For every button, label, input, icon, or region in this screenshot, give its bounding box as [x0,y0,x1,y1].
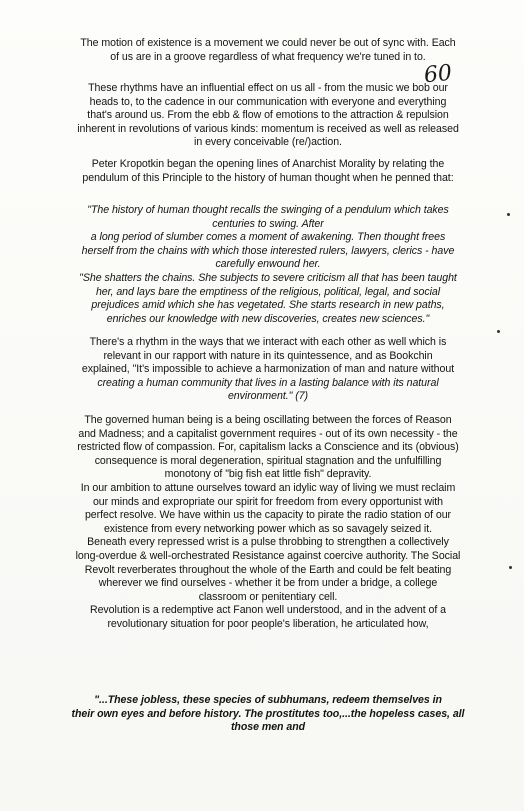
paragraph-rhythms [40,82,496,150]
text-line: heads to, to the cadence in our communication with everyone and everything [89,95,447,108]
kropotkin-quote [40,204,496,326]
text-line: relevant in our rapport with nature in its quintessence, and as Bookchin [103,349,433,362]
text-line: in every conceivable (re/)action. [194,136,342,149]
text-line: explained, "It's impossible to achieve a harmonization of man and nature without [81,363,455,376]
text-line: monotony of "big fish eat little fish" depravity. [164,468,372,481]
text-line: prejudices amid which she has vegetated. She starts research in new paths, [91,299,445,312]
text-line: existence from every networking power which as so savagely seized it. [103,522,433,535]
text-line: inherent in revolutions of various kinds: momentum is received as well as released [77,122,459,135]
text-line: There's a rhythm in the ways that we interact with each other as well which is [89,336,447,348]
text-line: Peter Kropotkin began the opening lines of Anarchist Morality by relating the [91,158,445,170]
paragraph-governed [40,414,496,632]
text-line: long-overdue & well-orchestrated Resistance against coercive authority. The Social [75,549,461,562]
text-line: Revolt reverberates throughout the whole of the Earth and could be felt beating [84,563,452,576]
page-number: 60 [422,60,454,89]
text-line: and Madness; and a capitalist government requires - out of its own necessity - the [78,427,458,440]
text-line: These rhythms have an influential effect on us all - from the music we bob our [88,82,448,94]
text-line: "She shatters the chains. She subjects to severe criticism all that has been taught [79,271,457,284]
text-line: wherever we find ourselves - whether it be from under a bridge, a college [98,577,438,590]
paragraph-bookchin [40,336,496,404]
scan-speck [507,213,510,216]
text-line: creating a human community that lives in a lasting balance with its natural [97,376,439,389]
text-line: classroom or penitentiary cell. [198,590,338,603]
text-line: restricted flow of compassion. For, capitalism lacks a Conscience and its (obvious) [77,441,459,454]
paragraph-motion [40,37,496,64]
text-line: Revolution is a redemptive act Fanon well understood, and in the advent of a [89,604,447,617]
text-line: revolutionary situation for poor people's liberation, he articulated how, [107,617,429,630]
text-line: The motion of existence is a movement we could never be out of sync with. Each [80,37,456,49]
text-line: "The history of human thought recalls the swinging of a pendulum which takes [87,204,449,216]
text-line: pendulum of this Principle to the history of human thought when he penned that: [82,171,454,184]
text-line: In our ambition to attune ourselves toward an idylic way of living we must reclaim [80,481,456,494]
text-line: that's around us. From the ebb & flow of emotions to the attraction & repulsion [87,109,449,122]
text-line: of us are in a groove regardless of what frequency we're tuned in to. [110,50,426,63]
text-line: our minds and expropriate our spirit for freedom from every opportunist with [92,495,444,508]
text-line: consequence is moral degeneration, spiritual stagnation and the unfulfilling [94,454,442,467]
text-line: environment." (7) [227,390,309,403]
text-line: Beneath every repressed wrist is a pulse throbbing to strengthen a collectively [87,536,449,549]
text-line: centuries to swing. After [212,217,324,230]
text-line: herself from the chains with which those interested rulers, lawyers, clerics - have [81,244,455,257]
text-line: enriches our knowledge with new discoveries, creates new sciences." [106,312,430,325]
text-line: "...These jobless, these species of subhumans, redeem themselves in [94,694,442,706]
fanon-quote [40,694,496,735]
text-line: her, and lays bare the emptiness of the religious, political, legal, and social [95,285,441,298]
scan-speck [509,566,512,569]
text-line: their own eyes and before history. The prostitutes too,...the hopeless cases, all [71,707,465,720]
text-line: The governed human being is a being oscillating between the forces of Reason [84,414,452,426]
text-line: a long period of slumber comes a moment of awakening. Then thought frees [90,231,446,244]
text-line: perfect resolve. We have within us the capacity to pirate the radio station of our [84,509,452,522]
text-line: carefully enwound her. [215,258,321,271]
text-line: those men and [230,721,306,734]
scan-speck [497,330,500,333]
paragraph-kropotkin-intro [40,158,496,185]
